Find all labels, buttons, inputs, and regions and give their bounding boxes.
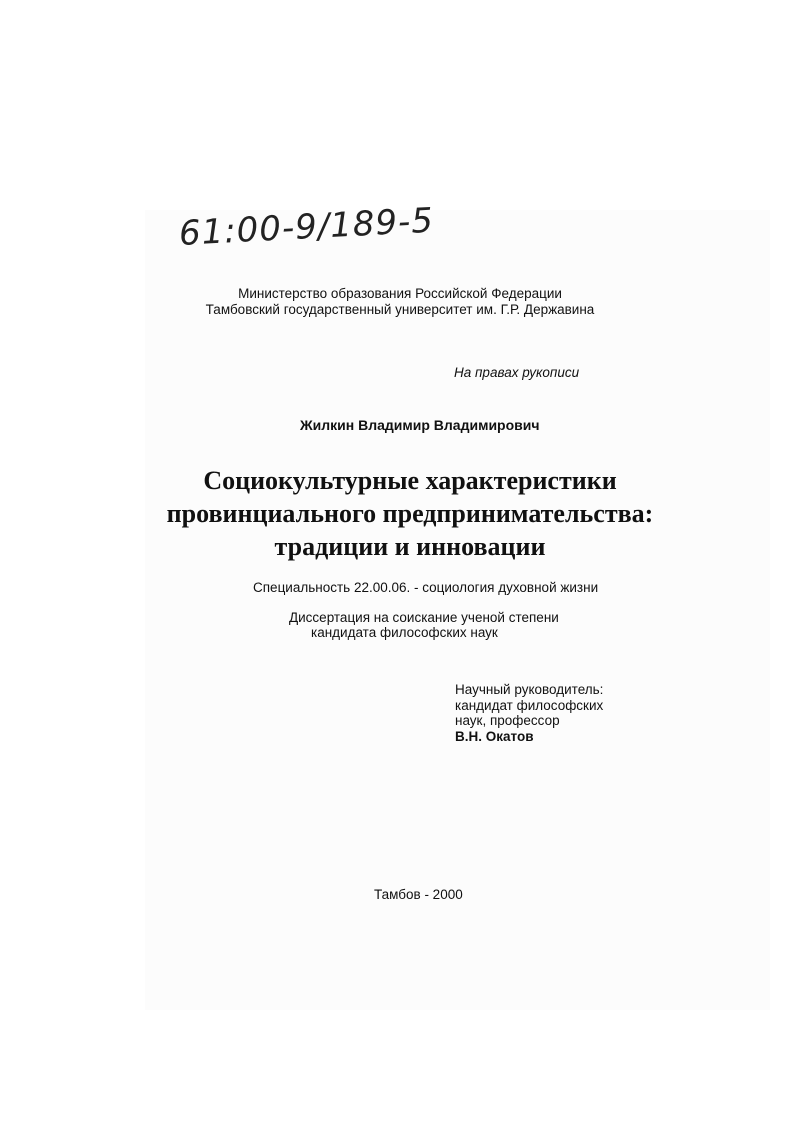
handwritten-catalog-number: 61:00-9/189-5 (178, 200, 435, 254)
supervisor-block (455, 682, 603, 744)
supervisor-label: Научный руководитель: (455, 682, 604, 697)
degree-line: Диссертация на соискание ученой степени (289, 610, 559, 625)
supervisor-degree: кандидат философских (455, 697, 604, 713)
dissertation-title (160, 464, 660, 563)
manuscript-rights-note: На правах рукописи (454, 365, 580, 380)
title-line: провинциального предпринимательства: (166, 499, 654, 528)
author-name: Жилкин Владимир Владимирович (300, 417, 540, 433)
specialty-line: Специальность 22.00.06. - социология духовной жизни (253, 580, 599, 595)
title-line: традиции и инновации (274, 532, 546, 561)
ministry-header (200, 286, 600, 318)
supervisor-name: В.Н. Окатов (455, 728, 534, 744)
university-line: Тамбовский государственный университет им. Г.Р. Державина (205, 302, 595, 317)
degree-line: кандидата философских наук (311, 625, 498, 640)
supervisor-title: наук, профессор (455, 713, 560, 728)
ministry-line: Министерство образования Российской Федерации (238, 286, 562, 301)
degree-statement (289, 610, 559, 640)
title-line: Социокультурные характеристики (203, 466, 617, 495)
city-year: Тамбов - 2000 (374, 887, 463, 902)
